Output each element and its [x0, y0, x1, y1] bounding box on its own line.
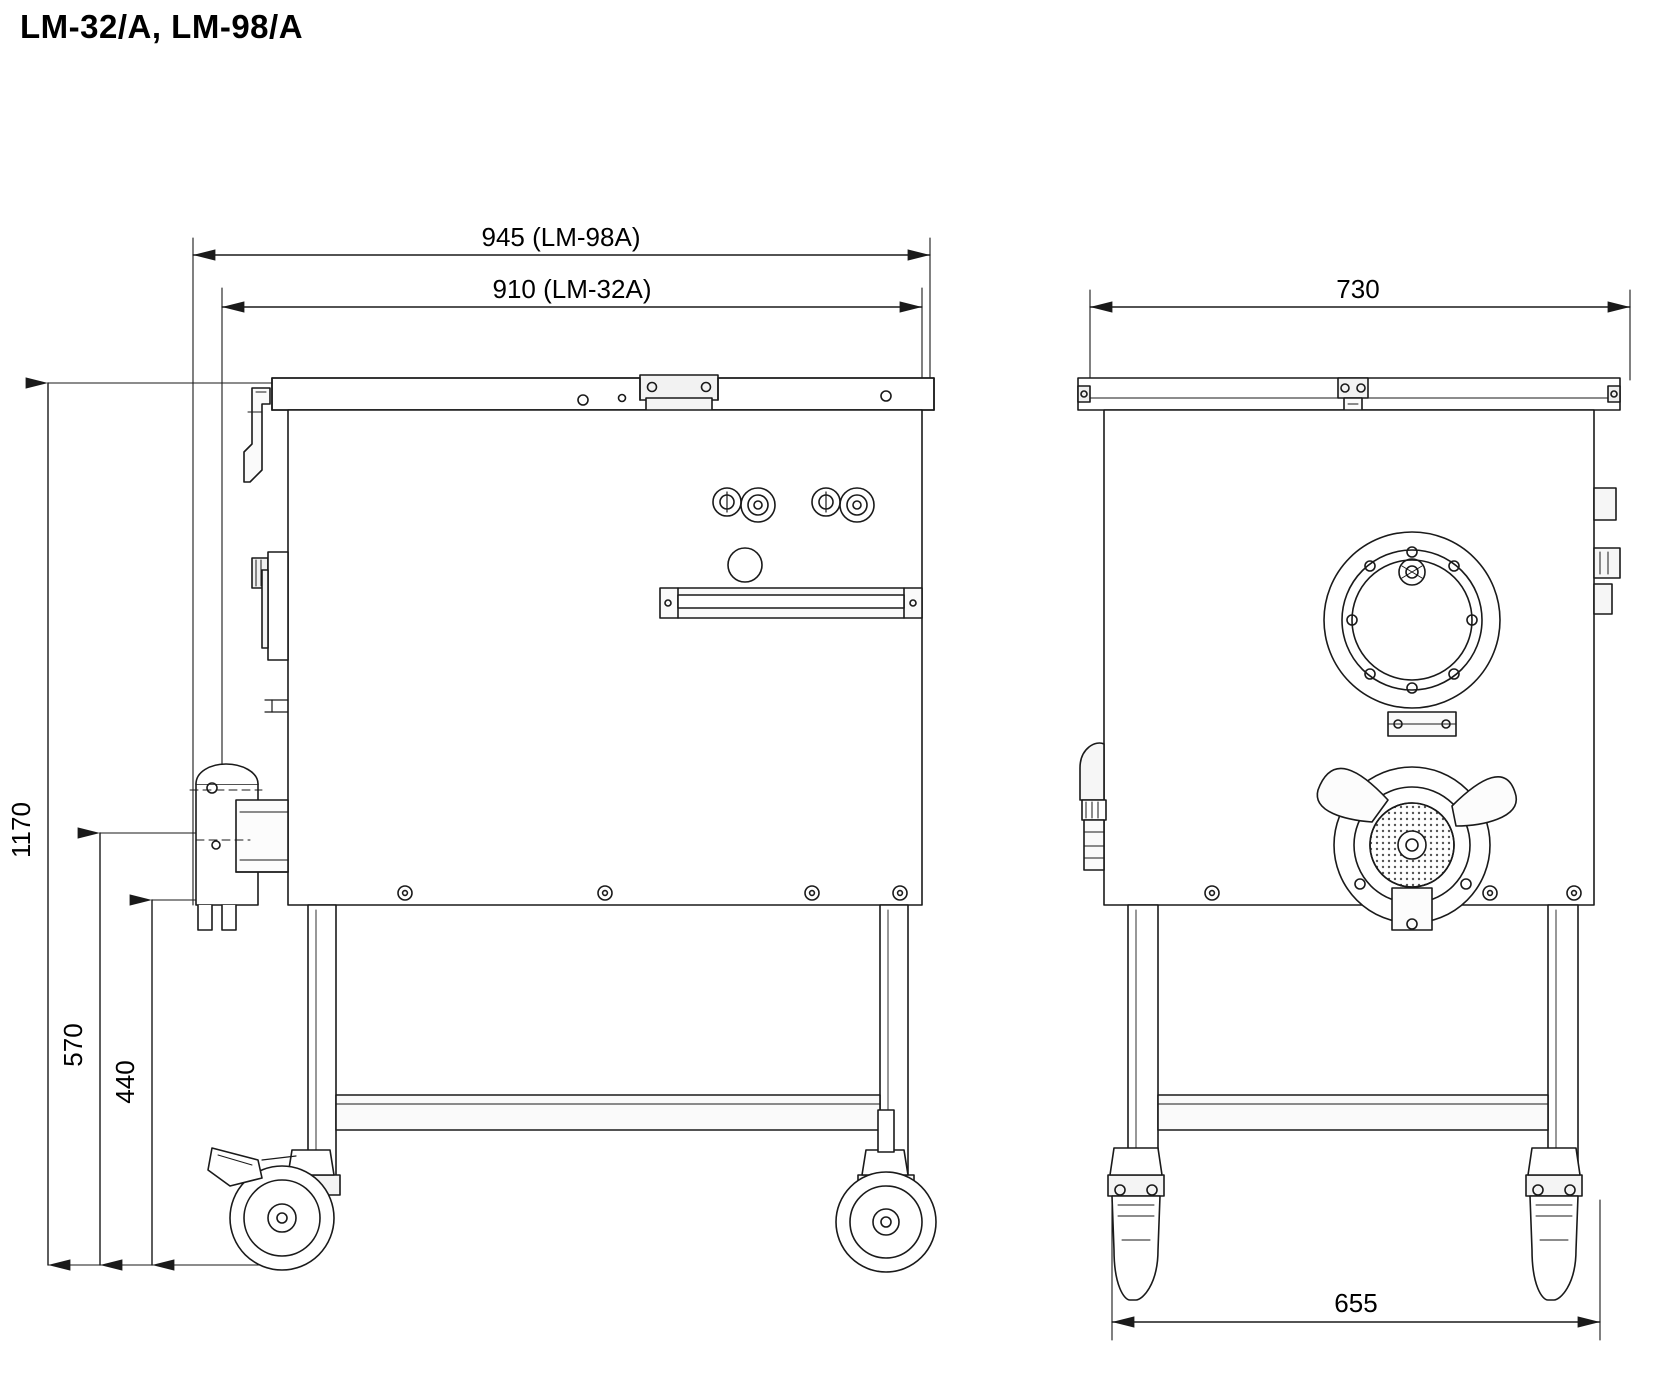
- dim-1170-text: 1170: [6, 802, 36, 858]
- stand-legs: [308, 905, 908, 1185]
- dim-730: [1090, 274, 1630, 380]
- dim-440-text: 440: [110, 1060, 140, 1104]
- dim-655: [1112, 1200, 1600, 1340]
- dim-910-text: 910 (LM-32A): [492, 274, 652, 304]
- side-fittings: [252, 552, 288, 712]
- front-view: [1078, 274, 1630, 1340]
- caster-rear: [836, 1110, 936, 1272]
- dim-945-text: 945 (LM-98A): [481, 222, 641, 252]
- lid-hinge-bracket: [244, 388, 270, 482]
- front-right-fittings: [1594, 488, 1620, 614]
- caster-front: [208, 1148, 340, 1270]
- front-caster-left: [1108, 1148, 1164, 1300]
- outlet-valve-assembly: [190, 764, 288, 930]
- front-caster-right: [1526, 1148, 1582, 1300]
- side-view: [6, 222, 936, 1272]
- dim-655-text: 655: [1334, 1288, 1378, 1318]
- name-plate: [1388, 712, 1456, 736]
- dim-570: [58, 833, 215, 1265]
- front-outlet-fitting: [1080, 743, 1106, 870]
- dim-730-text: 730: [1336, 274, 1380, 304]
- dim-570-text: 570: [58, 1023, 88, 1067]
- front-stand-legs: [1128, 905, 1578, 1185]
- dim-945: [193, 222, 930, 255]
- cabinet-body: [288, 410, 922, 905]
- page-title: LM-32/A, LM-98/A: [20, 8, 304, 45]
- handle-bar: [660, 588, 922, 618]
- inspection-port: [1324, 532, 1500, 708]
- dim-440: [110, 900, 250, 1265]
- dim-910: [222, 274, 922, 307]
